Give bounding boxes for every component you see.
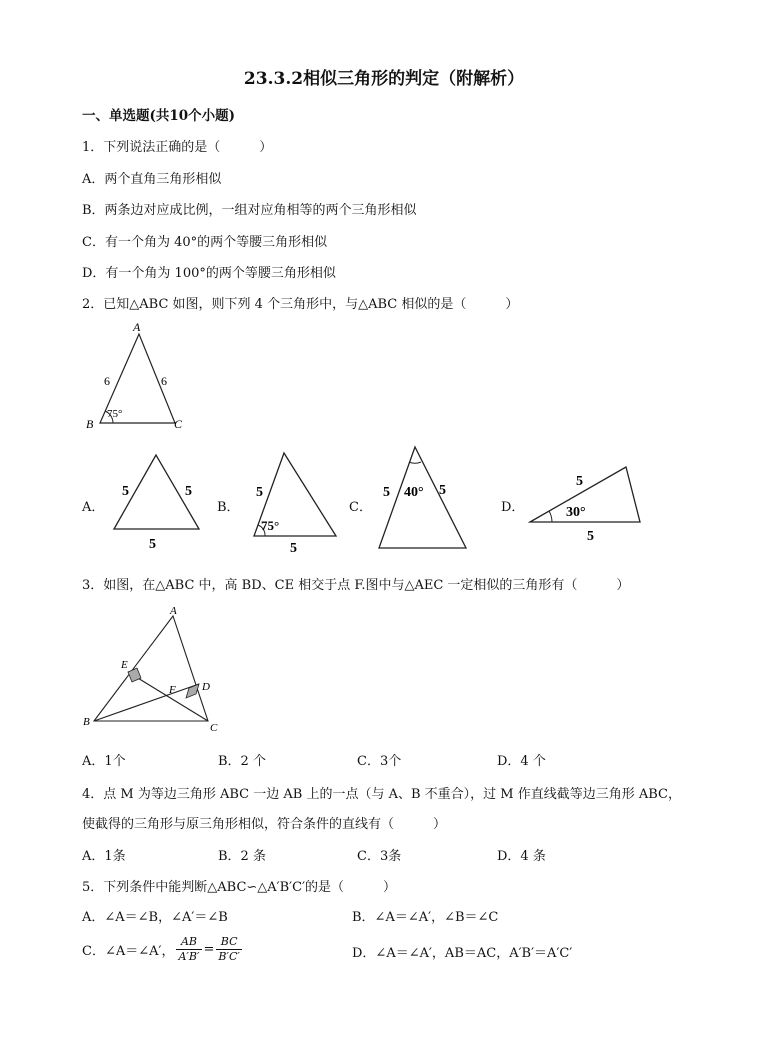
q2b-angle: 75° (261, 518, 280, 533)
q5c-fraction-2 (216, 935, 242, 964)
q2a-side-right: 5 (185, 484, 192, 499)
q2-option-c-label: C． (349, 500, 372, 515)
q3-option-d: D．4 个 (497, 754, 546, 769)
q3-option-c: C．3个 (357, 754, 402, 769)
q2-option-d-label: D． (501, 500, 525, 515)
q2-side-ab: 6 (104, 374, 110, 388)
q3-point-e: E (121, 659, 128, 671)
q2-vertex-a: A (133, 320, 141, 334)
q4-option-c: C．3条 (357, 849, 402, 864)
q1-option-b: B．两条边对应成比例，一组对应角相等的两个三角形相似 (82, 203, 417, 218)
q3-stem: 3．如图，在△ABC 中，高 BD、CE 相交于点 F.图中与△AEC 一定相似的三角形有（ ） (82, 578, 630, 593)
q2-option-b-triangle (244, 446, 344, 556)
q2-option-b-label: B． (217, 500, 240, 515)
q2d-angle: 30° (566, 505, 586, 520)
q5-stem: 5．下列条件中能判断△ABC∽△A′B′C′的是（ ） (82, 880, 397, 895)
q5c-prefix: C．∠A＝∠A′， (82, 943, 175, 959)
q2c-side-left: 5 (383, 485, 390, 500)
q2b-side-bottom: 5 (290, 541, 297, 556)
q4-stem-line2: 使截得的三角形与原三角形相似，符合条件的直线有（ ） (82, 817, 447, 832)
q3-vertex-c: C (210, 722, 218, 734)
q5-option-c (82, 932, 244, 966)
q1-option-c: C．有一个角为 40°的两个等腰三角形相似 (82, 235, 328, 250)
q2-option-c-triangle (373, 442, 473, 554)
q2a-side-bottom: 5 (149, 537, 156, 552)
q2-vertex-b: B (86, 417, 94, 431)
q3-vertex-a: A (170, 605, 177, 617)
q3-option-a: A．1个 (82, 754, 126, 769)
q5-option-d: D．∠A＝∠A′，AB＝AC，A′B′＝A′C′ (352, 946, 573, 961)
q5c-den-1: A′B′ (178, 949, 200, 963)
q2-reference-triangle (80, 318, 200, 436)
q2-option-d-triangle (528, 462, 648, 546)
q5c-num-1: AB (176, 935, 201, 950)
q2-option-a-triangle (108, 448, 208, 552)
q5-option-b: B．∠A＝∠A′，∠B＝∠C (352, 910, 499, 925)
q2-vertex-c: C (174, 417, 183, 431)
q5c-fraction-1 (176, 935, 201, 964)
q2-angle-b: 75° (107, 408, 123, 420)
q4-stem-line1: 4．点 M 为等边三角形 ABC 一边 AB 上的一点（与 A、B 不重合），过 M 作直线截等边三角形 ABC， (82, 787, 681, 802)
section-heading: 一、单选题(共10个小题) (82, 108, 236, 124)
q2d-side-hyp: 5 (576, 474, 583, 489)
q2d-side-bottom: 5 (587, 529, 594, 544)
q4-option-a: A．1条 (82, 849, 126, 864)
q4-option-d: D．4 条 (497, 849, 546, 864)
q2-option-a-label: A． (82, 500, 105, 515)
q1-stem: 1．下列说法正确的是（ ） (82, 140, 273, 155)
q3-vertex-b: B (83, 716, 90, 728)
q5c-equals: = (203, 941, 215, 957)
q5c-num-2: BC (216, 935, 242, 950)
q3-option-b: B．2 个 (218, 754, 266, 769)
q4-option-b: B．2 条 (218, 849, 266, 864)
q2c-angle: 40° (404, 485, 424, 500)
q3-point-d: D (202, 681, 210, 693)
q2c-side-right: 5 (439, 483, 446, 498)
q2-stem: 2．已知△ABC 如图，则下列 4 个三角形中，与△ABC 相似的是（ ） (82, 297, 519, 312)
page-title: 23.3.2相似三角形的判定（附解析） (243, 69, 525, 89)
q3-figure (80, 600, 230, 740)
q2a-side-left: 5 (122, 484, 129, 499)
q3-point-f: F (169, 684, 176, 696)
q1-option-a: A．两个直角三角形相似 (82, 172, 222, 187)
q2-side-ac: 6 (161, 374, 167, 388)
q5-option-a: A．∠A＝∠B，∠A′＝∠B (82, 910, 228, 925)
q1-option-d: D．有一个角为 100°的两个等腰三角形相似 (82, 266, 336, 281)
q5c-den-2: B′C′ (218, 949, 240, 963)
q2b-side-left: 5 (256, 485, 263, 500)
